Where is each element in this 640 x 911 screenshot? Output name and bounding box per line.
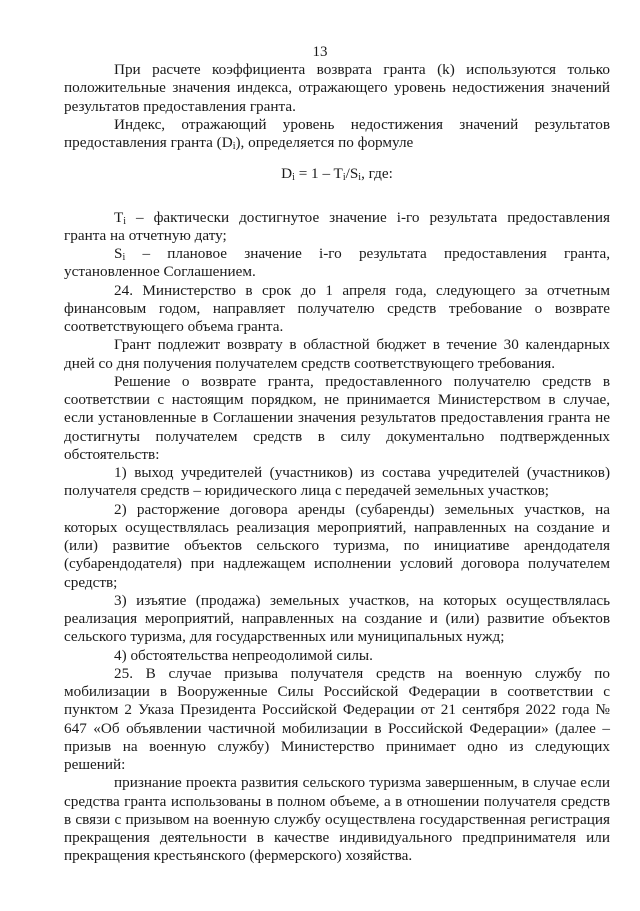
formula-tail: , где: xyxy=(361,165,393,183)
list-item-4: 4) обстоятельства непреодолимой силы. xyxy=(114,646,373,664)
paragraph-index-definition xyxy=(64,116,610,153)
paragraph-25: 25. В случае призыва получателя средств на военную службу по мобилизации в Вооруженные Силы Российской Федерации в соответствии с пунктом 2 Указа Президента Российской Федерации от 21 сентября 2022 года № 647 «Об объявлении частичной мобилизации в Российской Федерации» (далее – призыв на военную службу) Министерство принимает одно из следующих решений: xyxy=(64,664,610,773)
definition-s xyxy=(64,245,610,282)
index-text-before: Индекс, отражающий уровень недостижения значений результатов предоставления гранта (D xyxy=(64,115,610,151)
index-text-after: ), определяется по формуле xyxy=(235,134,414,151)
formula-slash: /S xyxy=(345,165,359,183)
document-body xyxy=(64,61,610,866)
paragraph-k-coefficient: При расчете коэффициента возврата гранта (k) используются только положительные значения индекса, отражающего уровень недостижения значений результатов предоставления гранта. xyxy=(64,61,610,115)
page-number: 13 xyxy=(312,44,328,60)
list-item-2: 2) расторжение договора аренды (субаренды) земельных участков, на которых осуществлялась реализация мероприятий, направленных на создание и (или) развитие объектов сельского туризма, по инициативе арендодателя (субарендодателя) при надлежащем исполнении условий договора получателем средств; xyxy=(64,500,610,591)
definition-t xyxy=(64,209,610,246)
index-subscript: i xyxy=(232,141,236,152)
definition-s-symbol: S xyxy=(114,245,123,262)
formula-t-subscript: i xyxy=(342,172,346,184)
formula-s-subscript: i xyxy=(358,172,362,184)
definition-s-text: – плановое значение i-го результата предоставления гранта, установленное Соглашением. xyxy=(64,245,610,281)
formula-d: D xyxy=(281,165,293,183)
definition-t-text: – фактически достигнутое значение i-го результата предоставления гранта на отчетную дату; xyxy=(64,208,610,244)
definition-t-subscript: i xyxy=(123,215,127,227)
list-item-3: 3) изъятие (продажа) земельных участков, на которых осуществлялась реализация мероприятий, направленных на создание и (или) развитие объектов сельского туризма, для государственных или муниципальных нужд; xyxy=(64,591,610,646)
list-item-1: 1) выход учредителей (участников) из состава учредителей (участников) получателя средств – юридического лица с передачей земельных участков; xyxy=(64,464,610,500)
formula-d-subscript: i xyxy=(292,172,295,184)
formula-middle: = 1 – T xyxy=(294,165,343,183)
definition-s-subscript: i xyxy=(122,252,126,263)
paragraph-return-decision: Решение о возврате гранта, предоставленного получателю средств в соответствии с настоящим порядком, не принимается Министерством в случае, если установленные в Соглашении значения результатов предоставления гранта не достигнуты получателем средств в силу документально подтвержденных обстоятельств: xyxy=(64,372,610,463)
formula xyxy=(64,152,610,208)
paragraph-24: 24. Министерство в срок до 1 апреля года, следующего за отчетным финансовым годом, направляет получателю средств требование о возврате соответствующего объема гранта. xyxy=(64,281,610,335)
definition-t-symbol: T xyxy=(114,208,124,226)
paragraph-project-completion: признание проекта развития сельского туризма завершенным, в случае если средства гранта использованы в полном объеме, а в отношении получателя средств в связи с призывом на военную службу осуществлена государственная регистрация прекращения деятельности в качестве индивидуального предпринимателя или прекращения крестьянского (фермерского) хозяйства. xyxy=(64,774,610,865)
paragraph-grant-return: Грант подлежит возврату в областной бюджет в течение 30 календарных дней со дня получения получателем средств соответствующего требования. xyxy=(64,336,610,372)
